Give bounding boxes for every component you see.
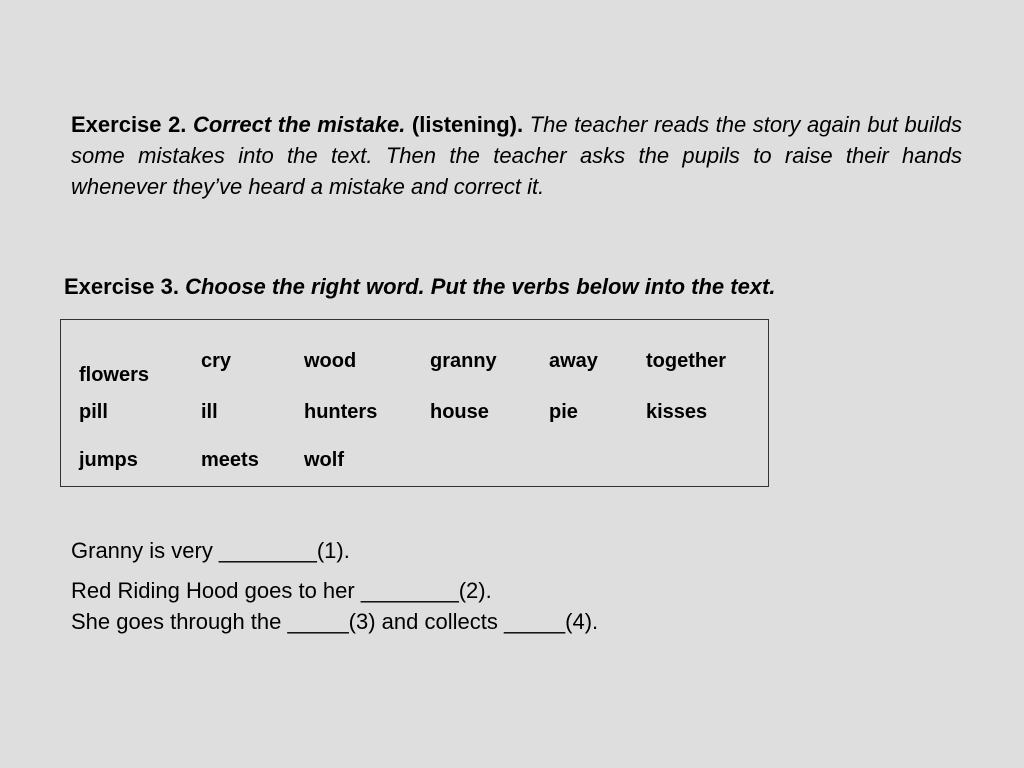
exercise-sentence: She goes through the _____(3) and collects _____(4).	[71, 609, 599, 634]
word-bank-item: cry	[201, 350, 232, 372]
word-bank-item: wood	[304, 350, 357, 372]
exercise-sentence: Granny is very ________(1).	[71, 538, 350, 563]
word-bank-item: away	[549, 350, 598, 372]
exercise-2-label: Exercise 2.	[71, 112, 187, 137]
exercise-sentence: Red Riding Hood goes to her ________(2).	[71, 578, 492, 603]
exercise-3-heading	[64, 273, 775, 301]
word-bank-item: wolf	[304, 449, 344, 471]
word-bank-item: together	[646, 350, 726, 372]
word-bank-box	[60, 319, 769, 487]
exercise-2-mode: (listening).	[411, 112, 524, 137]
word-bank-item: pie	[549, 401, 578, 423]
word-bank-item: flowers	[79, 364, 150, 386]
exercise-3-title: Choose the right word. Put the verbs below into the text.	[185, 274, 776, 299]
word-bank-item: hunters	[304, 401, 378, 423]
word-bank-item: jumps	[79, 449, 138, 471]
exercise-3-label: Exercise 3.	[64, 274, 179, 299]
word-bank-item: ill	[201, 401, 218, 423]
exercise-2-title: Correct the mistake.	[192, 112, 406, 137]
exercise-2-paragraph	[71, 109, 962, 202]
word-bank-item: house	[430, 401, 489, 423]
word-bank-item: pill	[79, 401, 108, 423]
exercise-2-instructions: The teacher reads the story again but builds some mistakes into the text. Then the teacher asks the pupils to raise their hands whenever they’ve heard a mistake and correct it.	[71, 112, 962, 199]
word-bank-item: meets	[201, 449, 259, 471]
word-bank-item: granny	[430, 350, 497, 372]
word-bank-item: kisses	[646, 401, 708, 423]
